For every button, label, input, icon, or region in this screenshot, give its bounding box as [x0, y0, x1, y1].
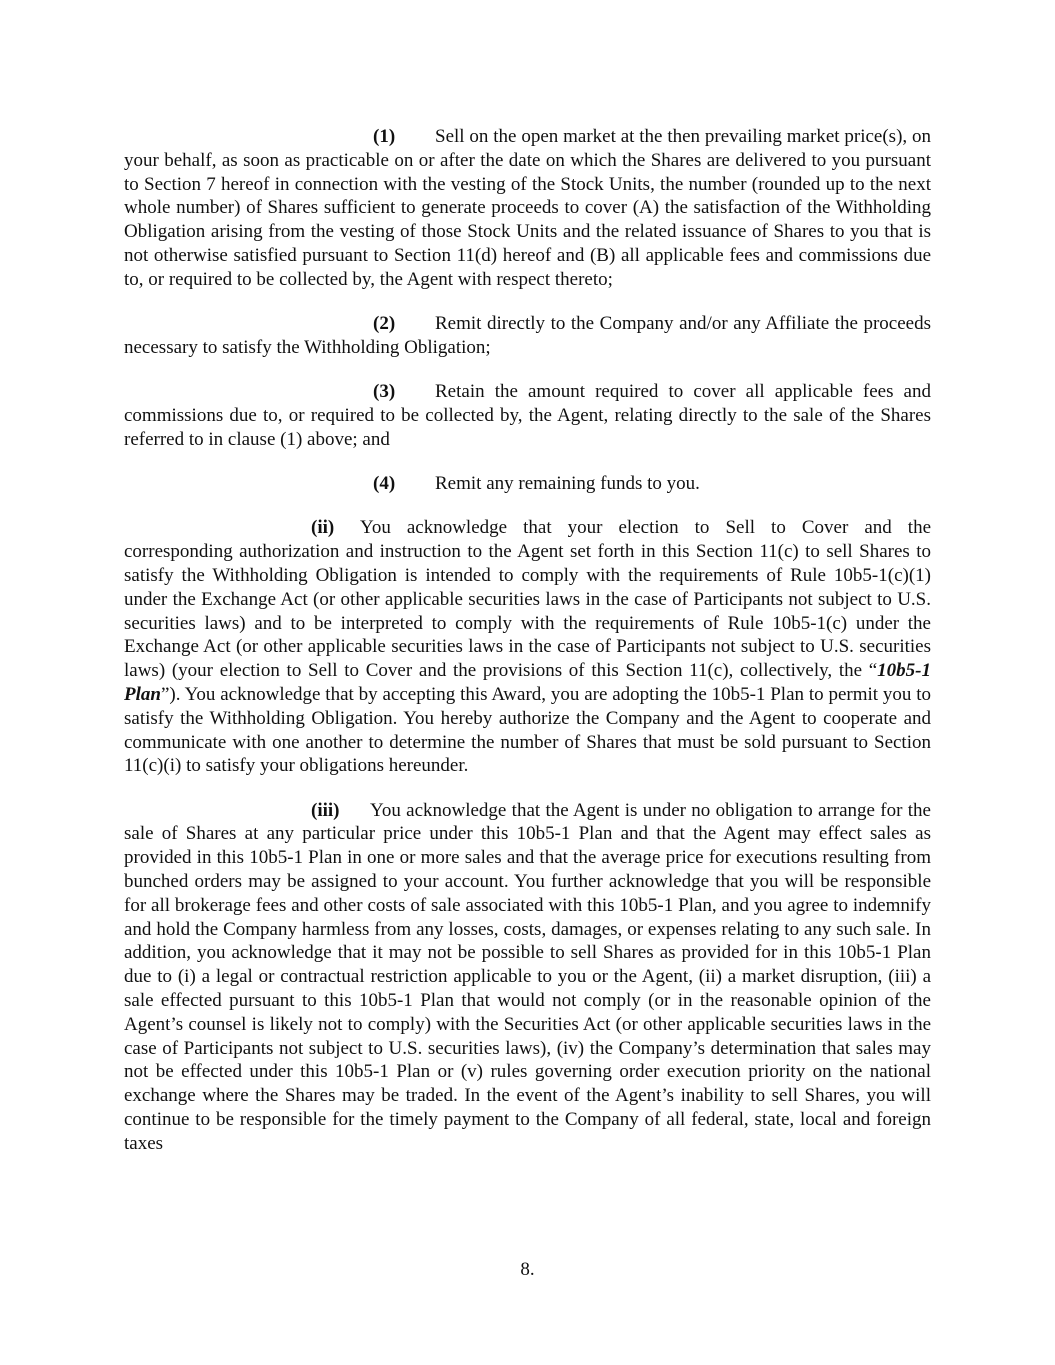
clause-3	[124, 380, 931, 451]
document-body	[124, 125, 931, 1176]
clause-4-text: Remit any remaining funds to you.	[435, 473, 700, 495]
clause-4	[124, 472, 931, 496]
clause-2-number: (2)	[373, 313, 396, 335]
clause-1-number: (1)	[373, 126, 396, 147]
clause-2-text: Remit directly to the Company and/or any Affiliate the proceeds necessary to satisfy the Withholding Obligation;	[124, 313, 931, 358]
section-ii-text-before: You acknowledge that your election to Sell to Cover and the corresponding authorization and instruction to the Agent set forth in this Section 11(c) to sell Shares to satisfy the Withholding Obligation is intended to comply with the requirements of Rule 10b5-1(c)(1) under the Exchange Act (or other applicable securities laws in the case of Participants not subject to U.S. securities laws) and to be interpreted to comply with the requirements of Rule 10b5-1(c) under the Exchange Act (or other applicable securities laws in the case of Participants not subject to U.S. securities laws) (your election to Sell to Cover and the provisions of this Section 11(c), collectively, the “	[124, 517, 931, 682]
section-iii	[124, 799, 931, 1156]
section-ii-number: (ii)	[311, 517, 335, 539]
clause-2	[124, 312, 931, 360]
clause-3-text: Retain the amount required to cover all applicable fees and commissions due to, or required to be collected by, the Agent, relating directly to the sale of the Shares referred to in clause (1) above; and	[124, 381, 931, 450]
section-iii-number: (iii)	[311, 799, 340, 821]
page-number: 8.	[520, 1259, 535, 1280]
defined-term-10b5-1-plan: 10b5-1 Plan	[124, 660, 931, 705]
clause-4-number: (4)	[373, 473, 396, 495]
clause-3-number: (3)	[373, 381, 396, 403]
clause-1-text: Sell on the open market at the then prevailing market price(s), on your behalf, as soon as practicable on or after the date on which the Shares are delivered to you pursuant to Section 7 hereof in connection with the vesting of the Stock Units, the number (rounded up to the next whole number) of Shares sufficient to generate proceeds to cover (A) the satisfaction of the Withholding Obligation arising from the vesting of those Stock Units and the related issuance of Shares to you that is not otherwise satisfied pursuant to Section 11(d) hereof and (B) all applicable fees and commissions due to, or required to be collected by, the Agent with respect thereto;	[124, 126, 931, 290]
section-ii	[124, 516, 931, 778]
clause-1	[124, 125, 931, 292]
section-ii-text-after: ”). You acknowledge that by accepting this Award, you are adopting the 10b5-1 Plan to permit you to satisfy the Withholding Obligation. You hereby authorize the Company and the Agent to cooperate and communicate with one another to determine the number of Shares that must be sold pursuant to Section 11(c)(i) to satisfy your obligations hereunder.	[124, 683, 931, 777]
section-iii-text: You acknowledge that the Agent is under no obligation to arrange for the sale of Shares at any particular price under this 10b5-1 Plan and that the Agent may effect sales as provided in this 10b5-1 Plan in one or more sales and that the average price for executions resulting from bunched orders may be assigned to your account. You further acknowledge that you will be responsible for all brokerage fees and other costs of sale associated with this 10b5-1 Plan, and you agree to indemnify and hold the Company harmless from any losses, costs, damages, or expenses relating to any such sale. In addition, you acknowledge that it may not be possible to sell Shares as provided for in this 10b5-1 Plan due to (i) a legal or contractual restriction applicable to you or the Agent, (ii) a market disruption, (iii) a sale effected pursuant to this 10b5-1 Plan that would not comply (or in the reasonable opinion of the Agent’s counsel is likely not to comply) with the Securities Act (or other applicable securities laws in the case of Participants not subject to U.S. securities laws), (iv) the Company’s determination that sales may not be effected under this 10b5-1 Plan or (v) rules governing order execution priority on the national exchange where the Shares may be traded. In the event of the Agent’s inability to sell Shares, you will continue to be responsible for the timely payment to the Company of all federal, state, local and foreign taxes	[124, 799, 931, 1154]
